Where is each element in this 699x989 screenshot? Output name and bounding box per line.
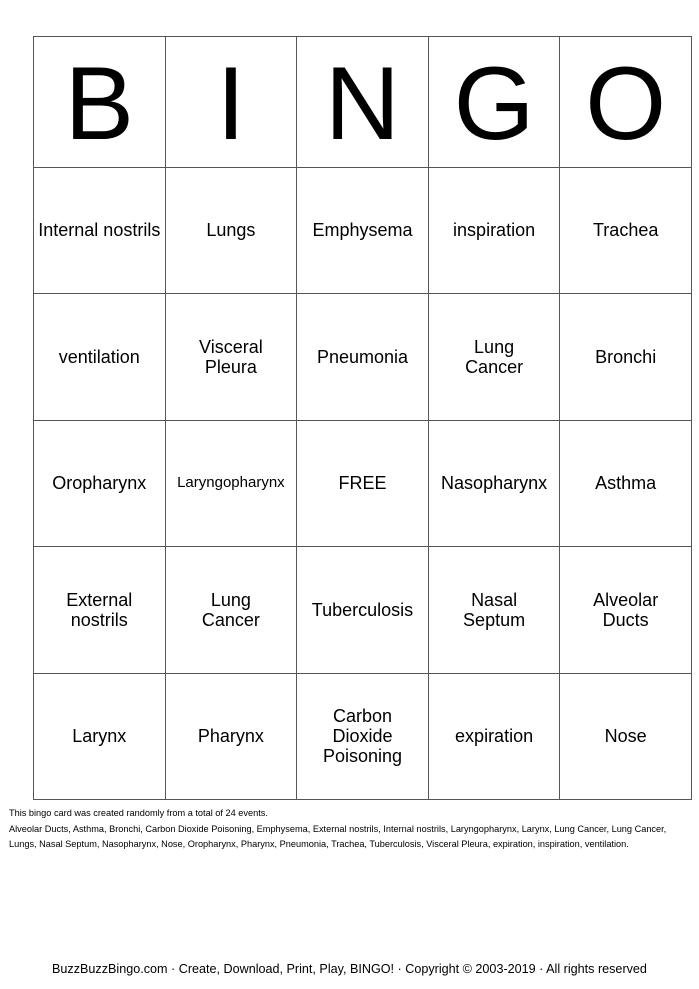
event-list: Alveolar Ducts, Asthma, Bronchi, Carbon Dioxide Poisoning, Emphysema, External nostrils, Internal nostrils, Laryngopharynx, Larynx, Lung Cancer, Lung Cancer, Lungs, Nasal Septum, Nasopharynx, Nose, Oropharynx, Pharynx, Pneumonia, Trachea, Tuberculosis, Visceral Pleura, expiration, inspiration, ventilation.: [9, 823, 667, 849]
header-letter-b: B: [34, 37, 166, 168]
bingo-cell: Lung Cancer: [165, 547, 297, 674]
header-letter-o: O: [560, 37, 692, 168]
bingo-card: [33, 36, 692, 800]
bingo-cell: Bronchi: [560, 294, 692, 421]
bingo-cell: External nostrils: [34, 547, 166, 674]
card-summary: This bingo card was created randomly from a total of 24 events.: [9, 808, 268, 818]
bingo-cell: Visceral Pleura: [165, 294, 297, 421]
header-letter-i: I: [165, 37, 297, 168]
bingo-cell: Lung Cancer: [428, 294, 560, 421]
card-row: [34, 167, 692, 294]
bingo-cell: Internal nostrils: [34, 167, 166, 294]
card-row: [34, 294, 692, 421]
free-space: FREE: [297, 420, 429, 547]
bingo-cell: Alveolar Ducts: [560, 547, 692, 674]
bingo-cell: Nasal Septum: [428, 547, 560, 674]
bingo-cell: Asthma: [560, 420, 692, 547]
bingo-cell: Emphysema: [297, 167, 429, 294]
card-row: [34, 547, 692, 674]
bingo-cell: Oropharynx: [34, 420, 166, 547]
bingo-cell: Nasopharynx: [428, 420, 560, 547]
bingo-cell: Pharynx: [165, 673, 297, 800]
bingo-cell: Pneumonia: [297, 294, 429, 421]
bingo-cell: inspiration: [428, 167, 560, 294]
bingo-cell: Lungs: [165, 167, 297, 294]
bingo-cell: Larynx: [34, 673, 166, 800]
card-row: [34, 673, 692, 800]
card-row: [34, 420, 692, 547]
header-letter-g: G: [428, 37, 560, 168]
card-info: [9, 806, 694, 853]
bingo-cell: Nose: [560, 673, 692, 800]
footer-copyright: BuzzBuzzBingo.com · Create, Download, Print, Play, BINGO! · Copyright © 2003-2019 · All rights reserved: [52, 962, 647, 976]
bingo-cell: ventilation: [34, 294, 166, 421]
bingo-cell: expiration: [428, 673, 560, 800]
bingo-cell: Trachea: [560, 167, 692, 294]
bingo-cell: Laryngopharynx: [165, 420, 297, 547]
bingo-cell: Carbon Dioxide Poisoning: [297, 673, 429, 800]
header-letter-n: N: [297, 37, 429, 168]
bingo-cell: Tuberculosis: [297, 547, 429, 674]
header-row: [34, 37, 692, 168]
